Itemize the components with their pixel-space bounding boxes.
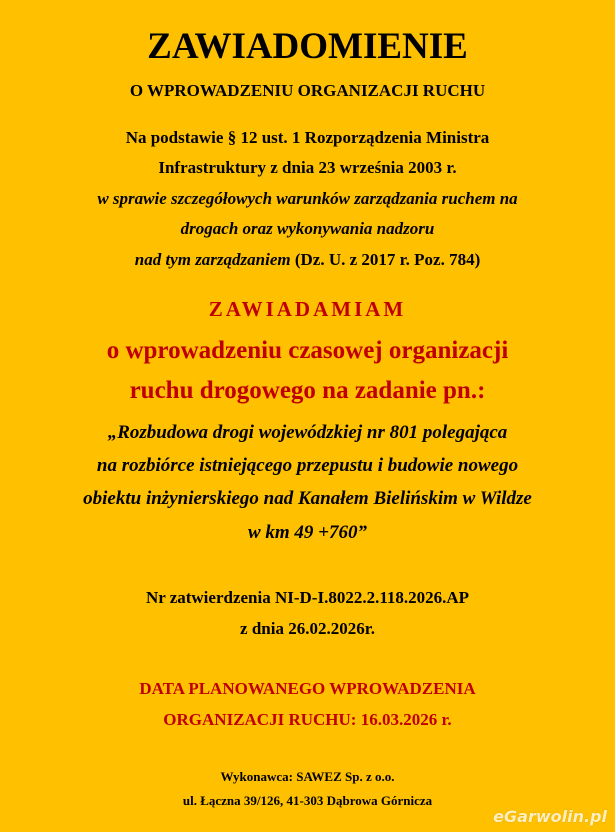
- notice-title: ZAWIADOMIENIE: [147, 26, 468, 67]
- watermark-logo: eGarwolin.pl: [493, 807, 607, 826]
- task-line-4: w km 49 +760”: [247, 522, 368, 543]
- announce-heading: ZAWIADAMIAM: [208, 297, 407, 321]
- legal-basis-line-5: [0, 249, 615, 271]
- planned-date-line-1: DATA PLANOWANEGO WPROWADZENIA: [139, 679, 476, 698]
- notice-subtitle: O WPROWADZENIU ORGANIZACJI RUCHU: [129, 81, 486, 100]
- approval-number: Nr zatwierdzenia NI-D-I.8022.2.118.2026.AP: [145, 588, 470, 607]
- task-line-1: „Rozbudowa drogi wojewódzkiej nr 801 polegająca: [107, 422, 508, 443]
- announce-line-2: ruchu drogowego na zadanie pn.:: [129, 377, 486, 404]
- task-line-2: na rozbiórce istniejącego przepustu i budowie nowego: [96, 455, 519, 476]
- legal-basis-citation: (Dz. U. z 2017 r. Poz. 784): [290, 250, 481, 269]
- legal-basis-line-2: Infrastruktury z dnia 23 września 2003 r.: [158, 158, 457, 177]
- legal-basis-line-4: drogach oraz wykonywania nadzoru: [180, 219, 435, 238]
- legal-basis-line-3: w sprawie szczegółowych warunków zarządzania ruchem na: [97, 189, 518, 208]
- contractor-address: ul. Łączna 39/126, 41-303 Dąbrowa Górnicza: [182, 793, 433, 808]
- legal-basis-line-5-italic: nad tym zarządzaniem: [134, 250, 291, 269]
- planned-date-line-2: ORGANIZACJI RUCHU: 16.03.2026 r.: [163, 710, 452, 729]
- contractor-name: Wykonawca: SAWEZ Sp. z o.o.: [220, 769, 395, 784]
- legal-basis-line-1: Na podstawie § 12 ust. 1 Rozporządzenia Ministra: [125, 128, 490, 147]
- approval-date: z dnia 26.02.2026r.: [240, 619, 375, 638]
- announce-line-1: o wprowadzeniu czasowej organizacji: [106, 337, 509, 364]
- task-line-3: obiektu inżynierskiego nad Kanałem Bielińskim w Wildze: [83, 488, 532, 509]
